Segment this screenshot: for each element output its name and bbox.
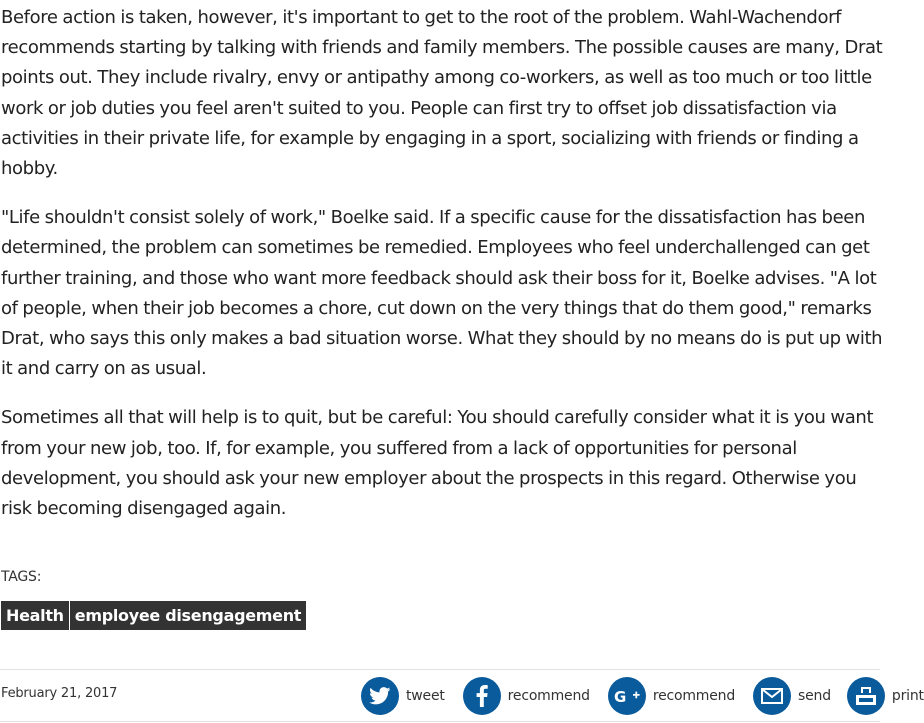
facebook-f-icon — [463, 677, 501, 715]
svg-text:G: G — [613, 688, 627, 706]
tag-list — [1, 601, 306, 630]
tweet-button[interactable] — [361, 677, 445, 715]
googleplus-recommend-label: recommend — [652, 688, 736, 704]
tweet-label: tweet — [406, 688, 445, 704]
printer-icon — [847, 677, 885, 715]
googleplus-recommend-button[interactable] — [608, 677, 735, 715]
twitter-bird-icon — [361, 677, 399, 715]
print-button[interactable] — [847, 677, 924, 715]
article-paragraph: "Life shouldn't consist solely of work," Boelke said. If a specific cause for the dissatisfaction has been determined, the problem can sometimes be remedied. Employees who feel underchallenged can get further training, and those who want more feedback should ask their boss for it, Boelke advises. "A lot of people, when their job becomes a chore, cut down on the very things that do them good," remarks Drat, who says this only makes a bad situation worse. What they should by no means do is put up with it and carry on as usual. — [1, 207, 883, 380]
divider — [0, 721, 880, 722]
article-paragraph: Before action is taken, however, it's important to get to the root of the problem. Wahl-Wachendorf recommends starting by talking with friends and family members. The possible causes are many, Drat points out. They include rivalry, envy or antipathy among co-workers, as well as too much or too little work or job duties you feel aren't suited to you. People can first try to offset job dissatisfaction via activities in their private life, for example by engaging in a sport, socializing with friends or finding a hobby. — [1, 7, 883, 180]
google-plus-icon — [608, 677, 646, 715]
email-send-label: send — [798, 688, 831, 704]
envelope-icon — [753, 677, 791, 715]
email-send-button[interactable] — [753, 677, 831, 715]
tag-employee-disengagement[interactable]: employee disengagement — [69, 601, 306, 630]
print-label: print — [891, 688, 924, 704]
facebook-recommend-label: recommend — [507, 688, 590, 704]
article-paragraph: Sometimes all that will help is to quit, but be careful: You should carefully consider what it is you want from your new job, too. If, for example, you suffered from a lack of opportunities for personal development, you should ask your new employer about the prospects in this regard. Otherwise you risk becoming disengaged again. — [1, 407, 874, 520]
divider — [0, 669, 880, 670]
article-body — [1, 3, 889, 543]
share-bar — [361, 677, 924, 715]
tag-health[interactable]: Health — [1, 601, 69, 630]
facebook-recommend-button[interactable] — [463, 677, 590, 715]
tags-label: TAGS: — [1, 569, 42, 585]
publish-date: February 21, 2017 — [1, 686, 118, 701]
